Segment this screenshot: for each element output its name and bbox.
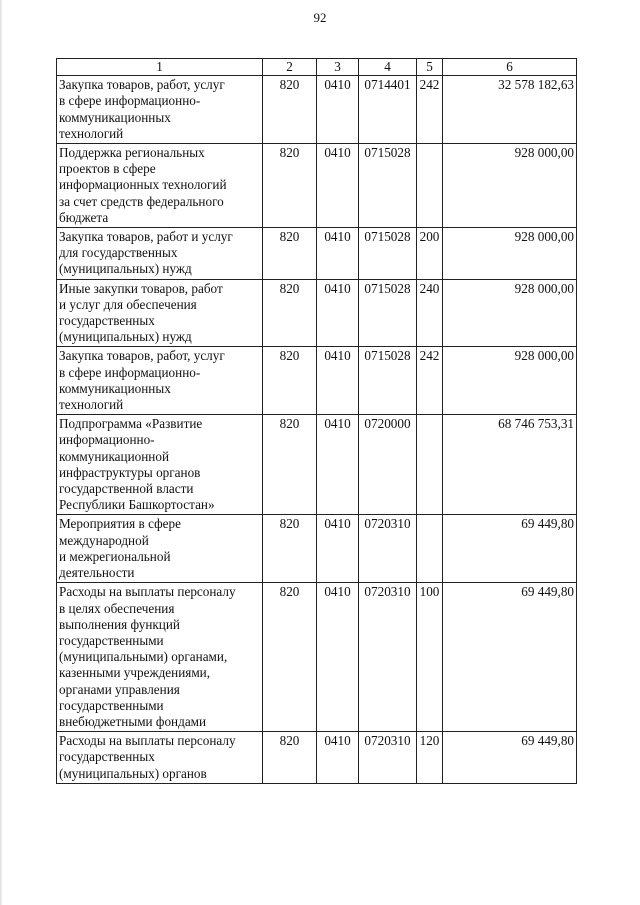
row-target-code: 0715028 [359, 228, 417, 280]
header-row [57, 59, 577, 76]
table-row [57, 228, 577, 280]
row-amount: 69 449,80 [443, 515, 577, 583]
row-admin-code: 820 [263, 732, 317, 784]
row-amount: 928 000,00 [443, 228, 577, 280]
row-target-code: 0715028 [359, 347, 417, 415]
table-row [57, 76, 577, 144]
table-row [57, 583, 577, 732]
table-row [57, 415, 577, 515]
row-target-code: 0720310 [359, 583, 417, 732]
row-admin-code: 820 [263, 415, 317, 515]
row-type-code: 100 [417, 583, 443, 732]
table-row [57, 732, 577, 784]
header-col-5: 5 [417, 59, 443, 76]
row-admin-code: 820 [263, 144, 317, 228]
row-name: Поддержка региональных проектов в сфере информационных технологий за счет средств федерального бюджета [57, 144, 263, 228]
row-amount: 928 000,00 [443, 347, 577, 415]
row-section-code: 0410 [317, 583, 359, 732]
page-number: 92 [313, 10, 327, 25]
row-type-code: 240 [417, 279, 443, 347]
row-target-code: 0720310 [359, 732, 417, 784]
budget-table [56, 58, 577, 784]
row-type-code: 242 [417, 347, 443, 415]
row-admin-code: 820 [263, 583, 317, 732]
row-section-code: 0410 [317, 144, 359, 228]
scan-edge-shadow [0, 0, 3, 905]
row-section-code: 0410 [317, 279, 359, 347]
header-col-2: 2 [263, 59, 317, 76]
row-admin-code: 820 [263, 515, 317, 583]
row-amount: 928 000,00 [443, 144, 577, 228]
row-section-code: 0410 [317, 76, 359, 144]
row-admin-code: 820 [263, 76, 317, 144]
row-amount: 928 000,00 [443, 279, 577, 347]
table-row [57, 515, 577, 583]
row-section-code: 0410 [317, 515, 359, 583]
table-row [57, 144, 577, 228]
row-section-code: 0410 [317, 732, 359, 784]
row-target-code: 0715028 [359, 144, 417, 228]
row-amount: 69 449,80 [443, 732, 577, 784]
row-name: Мероприятия в сфере международной и межрегиональной деятельности [57, 515, 263, 583]
row-admin-code: 820 [263, 347, 317, 415]
row-type-code: 200 [417, 228, 443, 280]
row-type-code: 242 [417, 76, 443, 144]
row-target-code: 0715028 [359, 279, 417, 347]
row-name: Подпрограмма «Развитие информационно- коммуникационной инфраструктуры органов государственной власти Республики Башкортостан» [57, 415, 263, 515]
row-section-code: 0410 [317, 415, 359, 515]
row-type-code: 120 [417, 732, 443, 784]
row-target-code: 0720310 [359, 515, 417, 583]
header-col-1: 1 [57, 59, 263, 76]
header-col-6: 6 [443, 59, 577, 76]
row-name: Расходы на выплаты персоналу в целях обеспечения выполнения функций государственными (муниципальными) органами, казенными учреждениями, органами управления государственными внебюджетными фондами [57, 583, 263, 732]
row-amount: 69 449,80 [443, 583, 577, 732]
header-col-3: 3 [317, 59, 359, 76]
row-type-code [417, 415, 443, 515]
table-row [57, 279, 577, 347]
row-name: Закупка товаров, работ, услуг в сфере информационно- коммуникационных технологий [57, 76, 263, 144]
row-section-code: 0410 [317, 228, 359, 280]
row-admin-code: 820 [263, 228, 317, 280]
row-name: Закупка товаров, работ и услуг для государственных (муниципальных) нужд [57, 228, 263, 280]
table-row [57, 347, 577, 415]
row-target-code: 0714401 [359, 76, 417, 144]
row-amount: 32 578 182,63 [443, 76, 577, 144]
row-section-code: 0410 [317, 347, 359, 415]
row-type-code [417, 515, 443, 583]
row-target-code: 0720000 [359, 415, 417, 515]
row-type-code [417, 144, 443, 228]
header-col-4: 4 [359, 59, 417, 76]
row-name: Расходы на выплаты персоналу государственных (муниципальных) органов [57, 732, 263, 784]
row-admin-code: 820 [263, 279, 317, 347]
row-amount: 68 746 753,31 [443, 415, 577, 515]
row-name: Закупка товаров, работ, услуг в сфере информационно- коммуникационных технологий [57, 347, 263, 415]
row-name: Иные закупки товаров, работ и услуг для обеспечения государственных (муниципальных) нужд [57, 279, 263, 347]
